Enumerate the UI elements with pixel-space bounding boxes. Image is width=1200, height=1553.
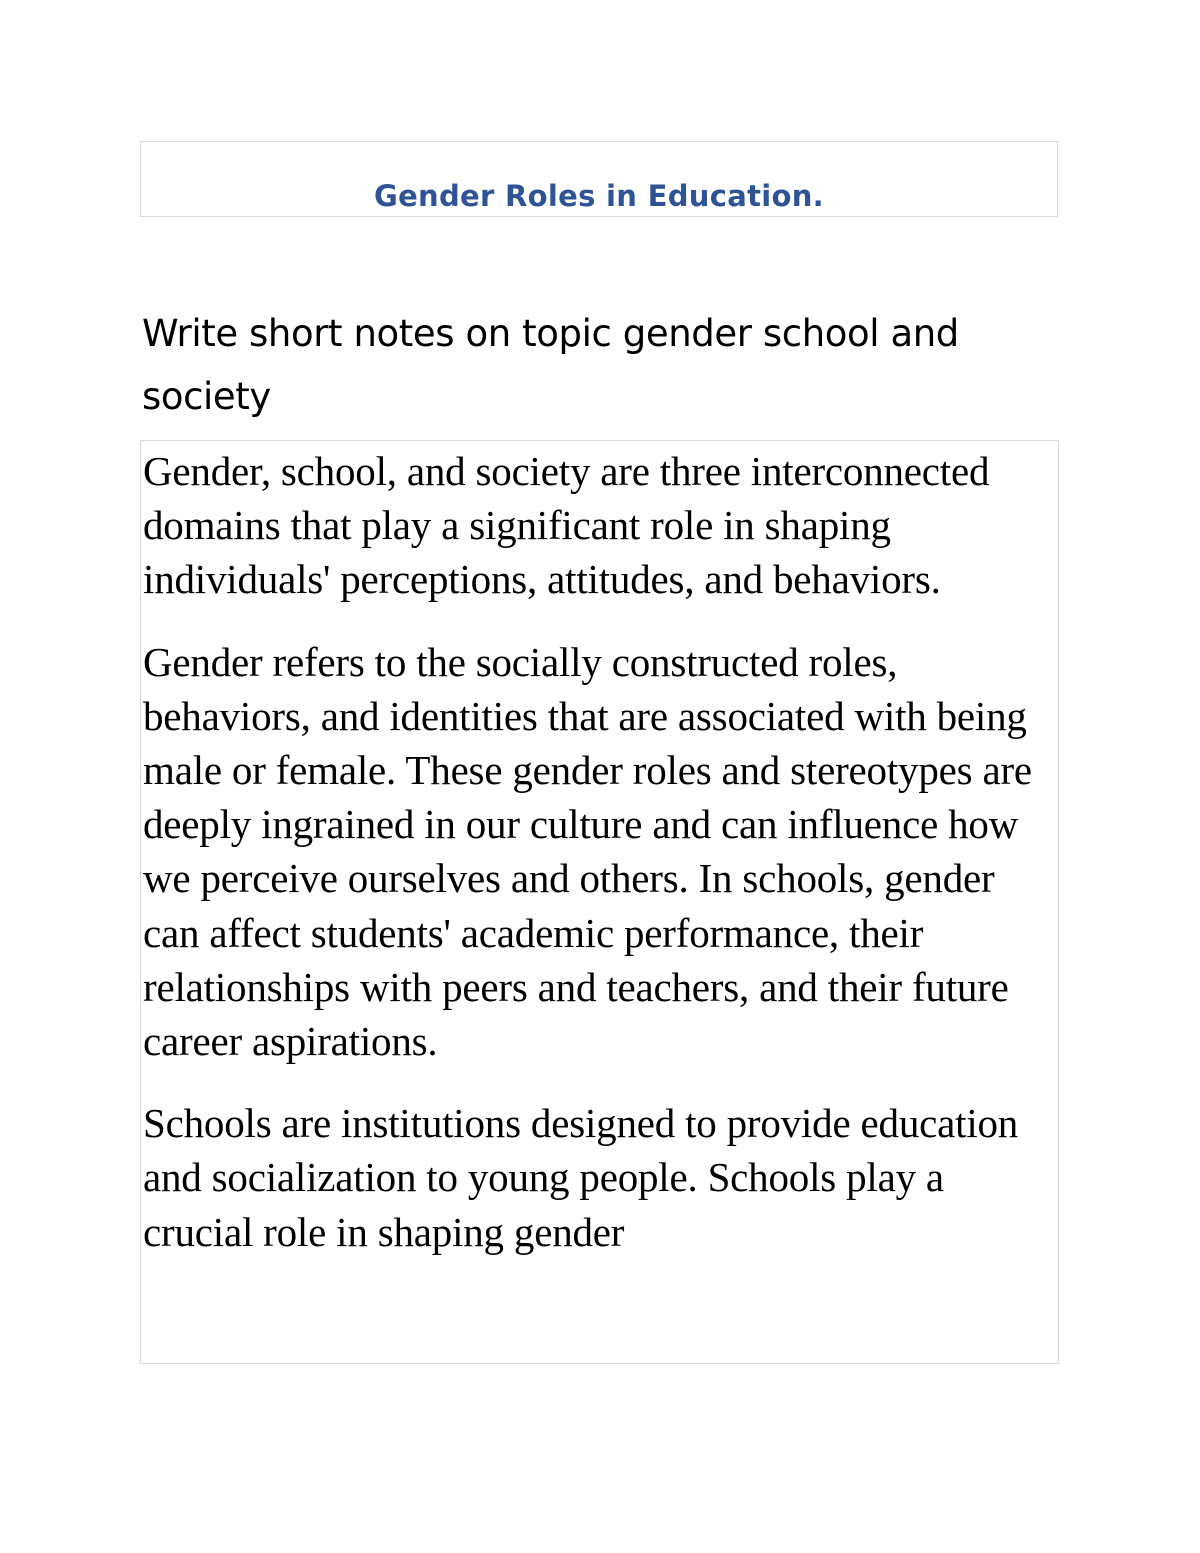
body-paragraph-2: Gender refers to the socially constructed roles, behaviors, and identities that are associated with being male or female. These gender roles and stereotypes are deeply ingrained in our culture and can influence how we perceive ourselves and others. In schools, gender can affect students' academic performance, their relationships with peers and teachers, and their future career aspirations. [143, 638, 1032, 1065]
prompt-heading: Write short notes on topic gender school and society [142, 312, 959, 418]
body-paragraph-3: Schools are institutions designed to provide education and socialization to young people. Schools play a crucial role in shaping gender [143, 1100, 1019, 1255]
title-frame [140, 141, 1058, 217]
body-text-frame [140, 440, 1059, 1364]
body-paragraph-1: Gender, school, and society are three interconnected domains that play a significant role in shaping individuals' perceptions, attitudes, and behaviors. [143, 448, 990, 603]
document-title: Gender Roles in Education. [373, 179, 824, 213]
